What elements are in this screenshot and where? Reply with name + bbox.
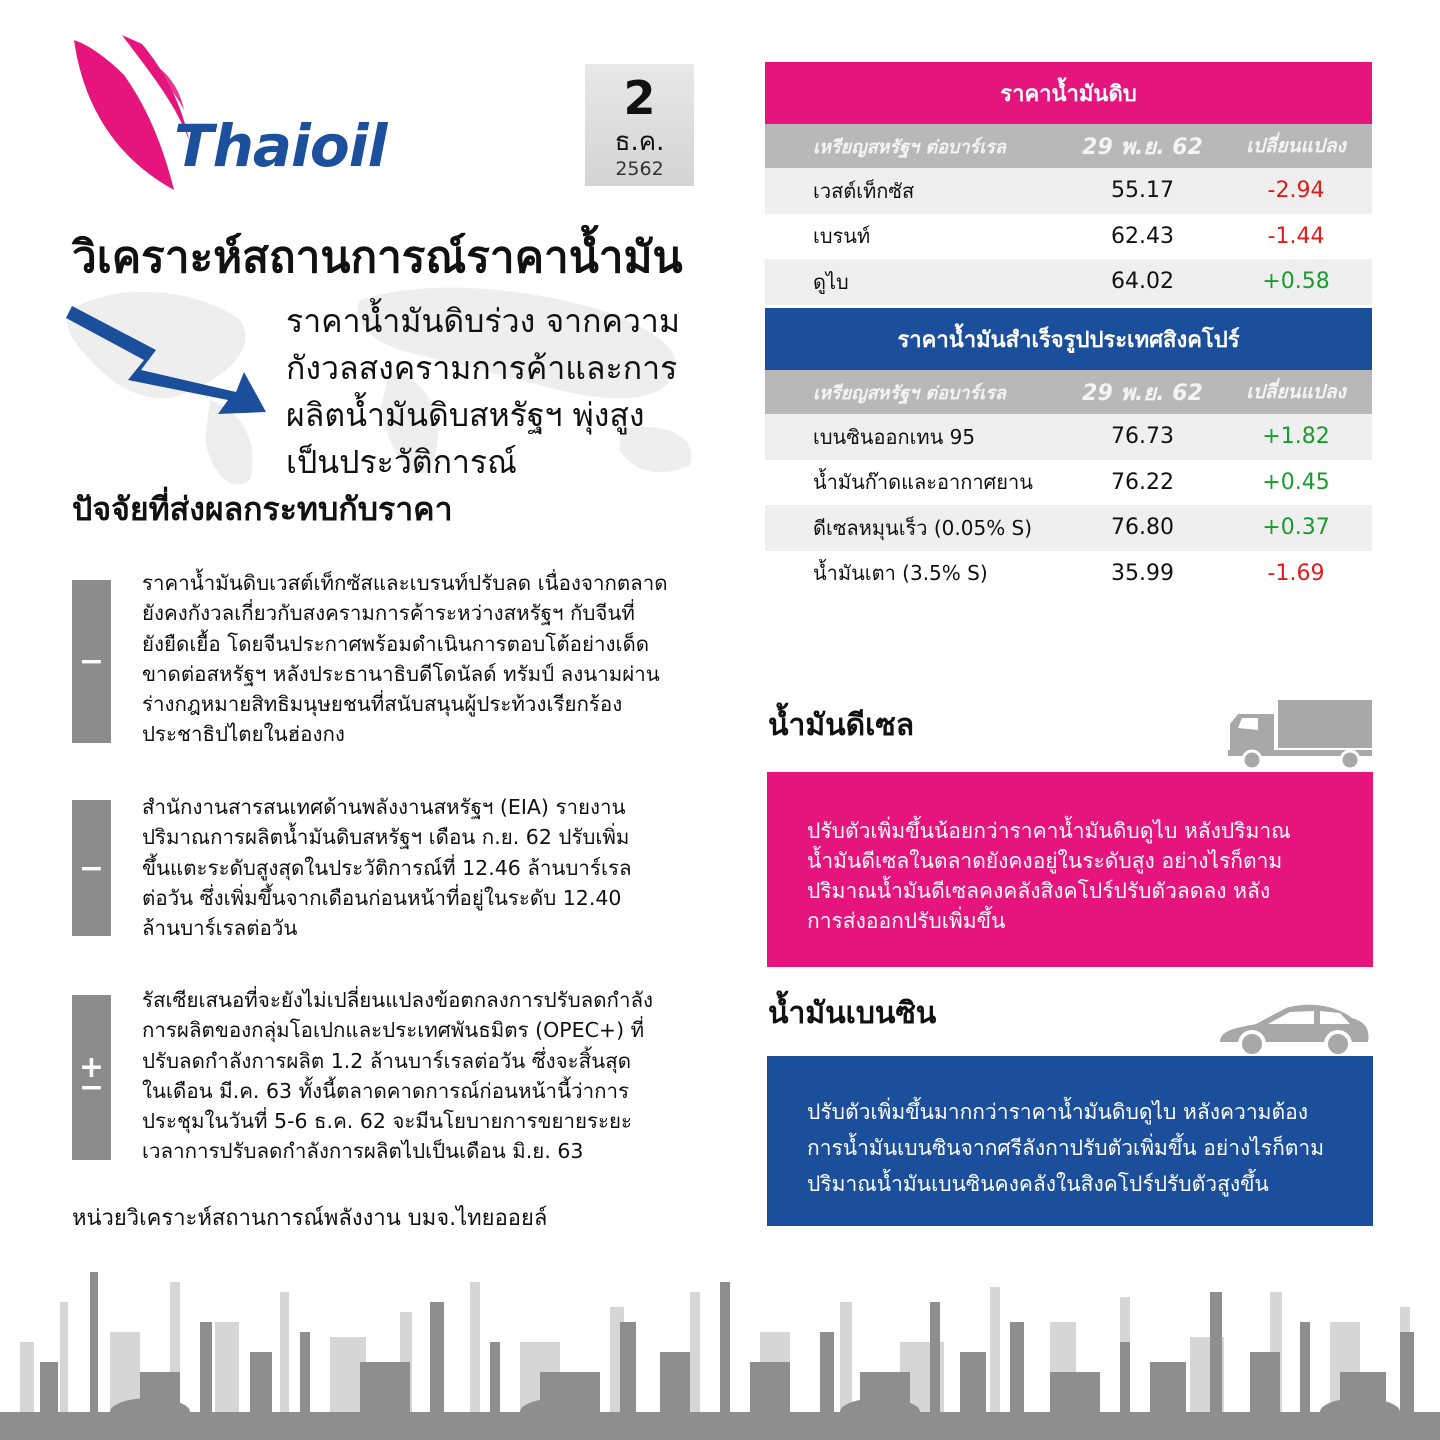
gasoline-line: ปริมาณน้ำมันเบนซินคงคลังในสิงคโปร์ปรับตัวสูงขึ้น: [807, 1172, 1269, 1196]
factor-negative-badge: [72, 800, 111, 936]
row-name: ดูไบ: [813, 269, 849, 294]
diesel-line: ปริมาณน้ำมันดีเซลคงคลังสิงคโปร์ปรับตัวลดลง หลัง: [807, 879, 1271, 903]
table-header: [765, 370, 1372, 414]
headline-line: เป็นประวัติการณ์: [286, 443, 517, 481]
row-price: 62.43: [1111, 223, 1174, 249]
factor-text: [142, 568, 702, 750]
table-row: [765, 505, 1372, 551]
factor-line: ในเดือน มี.ค. 63 ทั้งนี้ตลาดคาดการณ์ก่อนหน้านี้ว่าการ: [142, 1078, 630, 1103]
factor-line: ปริมาณการผลิตน้ำมันดิบสหรัฐฯ เดือน ก.ย. 62 ปรับเพิ่ม: [142, 825, 630, 850]
crude-price-table: [765, 62, 1372, 305]
header-change: เปลี่ยนแปลง: [1246, 135, 1346, 157]
row-price: 76.73: [1111, 424, 1174, 450]
factor-line: ล้านบาร์เรลต่อวัน: [142, 916, 298, 941]
logo-wordmark: Thaioil: [174, 112, 387, 180]
row-change: -2.94: [1267, 178, 1325, 204]
row-name: เบนซินออกเทน 95: [813, 424, 976, 449]
table-title: ราคาน้ำมันดิบ: [765, 62, 1372, 124]
factor-negative-badge: [72, 580, 111, 743]
headline-line: กังวลสงครามการค้าและการ: [286, 349, 678, 387]
gasoline-line: ปรับตัวเพิ่มขึ้นมากกว่าราคาน้ำมันดิบดูไบ หลังความต้อง: [807, 1100, 1308, 1124]
refinery-skyline-illustration: [0, 1262, 1440, 1440]
row-change: +0.45: [1262, 469, 1330, 495]
factors-heading: ปัจจัยที่ส่งผลกระทบกับราคา: [72, 490, 453, 528]
row-name: เวสต์เท็กซัส: [813, 178, 915, 203]
factor-line: ปรับลดกำลังการผลิต 1.2 ล้านบาร์เรลต่อวัน ซึ่งจะสิ้นสุด: [142, 1048, 632, 1073]
row-name: เบรนท์: [813, 224, 871, 249]
header-date: 29 พ.ย. 62: [1082, 380, 1203, 406]
table-row: [765, 551, 1372, 597]
table-row: [765, 414, 1372, 460]
row-change: +0.58: [1262, 269, 1330, 295]
factor-line: ยังยืดเยื้อ โดยจีนประกาศพร้อมดำเนินการตอบโต้อย่างเด็ด: [142, 631, 650, 656]
factor-line: เวลาการปรับลดกำลังการผลิตไปเป็นเดือน มิ.ย. 63: [142, 1139, 584, 1164]
table-row: [765, 168, 1372, 214]
headline: [286, 298, 706, 486]
row-change: -1.44: [1267, 223, 1325, 249]
header-date: 29 พ.ย. 62: [1082, 134, 1203, 160]
headline-line: ผลิตน้ำมันดิบสหรัฐฯ พุ่งสูง: [286, 396, 645, 434]
date-month: ธ.ค.: [614, 127, 665, 157]
diesel-line: ปรับตัวเพิ่มขึ้นน้อยกว่าราคาน้ำมันดิบดูไบ หลังปริมาณ: [807, 819, 1291, 843]
factor-line: รัสเซียเสนอที่จะยังไม่เปลี่ยนแปลงข้อตกลงการปรับลดกำลัง: [142, 988, 654, 1012]
factor-line: การผลิตของกลุ่มโอเปกและประเทศพันธมิตร (OPEC+) ที่: [142, 1018, 645, 1043]
factor-line: สำนักงานสารสนเทศด้านพลังงานสหรัฐฯ (EIA) รายงาน: [142, 795, 626, 819]
trend-down-icon: [66, 300, 266, 415]
table-row: [765, 214, 1372, 260]
minus-icon: −: [78, 850, 105, 886]
gasoline-line: การน้ำมันเบนซินจากศรีลังกาปรับตัวเพิ่มขึ้น อย่างไรก็ตาม: [807, 1136, 1325, 1160]
truck-icon: [1228, 700, 1372, 770]
row-price: 55.17: [1111, 178, 1174, 204]
diesel-line: น้ำมันดีเซลในตลาดยังคงอยู่ในระดับสูง อย่างไรก็ตาม: [807, 849, 1283, 873]
factor-mixed-badge: [72, 995, 111, 1160]
factor-line: ประชุมในวันที่ 5-6 ธ.ค. 62 จะมีนโยบายการขยายระยะ: [142, 1109, 633, 1134]
row-change: +1.82: [1262, 424, 1330, 450]
factor-line: ประชาธิปไตยในฮ่องกง: [142, 722, 345, 747]
gasoline-heading: น้ำมันเบนซิน: [768, 996, 937, 1031]
date-badge: [585, 64, 694, 186]
factor-line: ขึ้นแตะระดับสูงสุดในประวัติการณ์ที่ 12.46 ล้านบาร์เรล: [142, 855, 632, 880]
row-price: 35.99: [1111, 560, 1174, 586]
row-change: -1.69: [1267, 560, 1325, 586]
factor-line: ราคาน้ำมันดิบเวสต์เท็กซัสและเบรนท์ปรับลด เนื่องจากตลาด: [142, 571, 668, 595]
table-header: [765, 124, 1372, 168]
table-title: ราคาน้ำมันสำเร็จรูปประเทศสิงคโปร์: [765, 308, 1372, 370]
date-year: 2562: [615, 158, 664, 180]
refined-price-table: [765, 308, 1372, 596]
date-day: 2: [623, 71, 656, 125]
row-name: ดีเซลหมุนเร็ว (0.05% S): [813, 515, 1033, 540]
gasoline-box: [767, 1056, 1373, 1226]
factor-text: [142, 792, 702, 943]
minus-icon: −: [78, 644, 105, 679]
factor-line: ต่อวัน ซึ่งเพิ่มขึ้นจากเดือนก่อนหน้าที่อยู่ในระดับ 12.40: [142, 885, 622, 910]
diesel-box: [767, 772, 1373, 967]
row-name: น้ำมันเตา (3.5% S): [813, 561, 988, 586]
row-change: +0.37: [1262, 515, 1330, 541]
factor-line: ขาดต่อสหรัฐฯ หลังประธานาธิบดีโดนัลด์ ทรัมป์ ลงนามผ่าน: [142, 661, 660, 686]
headline-line: ราคาน้ำมันดิบร่วง จากความ: [286, 302, 680, 340]
factor-line: ร่างกฎหมายสิทธิมนุษยชนที่สนับสนุนผู้ประท้วงเรียกร้อง: [142, 692, 623, 717]
plus-minus-icon: + −: [78, 1049, 105, 1105]
diesel-line: การส่งออกปรับเพิ่มขึ้น: [807, 909, 1006, 933]
row-price: 76.80: [1111, 515, 1174, 541]
factor-text: [142, 985, 702, 1167]
table-row: [765, 460, 1372, 506]
header-unit: เหรียญสหรัฐฯ ต่อบาร์เรล: [813, 382, 1006, 404]
row-price: 76.22: [1111, 469, 1174, 495]
row-name: น้ำมันก๊าดและอากาศยาน: [813, 470, 1033, 495]
page-title: วิเคราะห์สถานการณ์ราคาน้ำมัน: [72, 232, 683, 283]
source-credit: หน่วยวิเคราะห์สถานการณ์พลังงาน บมจ.ไทยออยล์: [72, 1206, 548, 1231]
row-price: 64.02: [1111, 269, 1174, 295]
car-icon: [1216, 1000, 1372, 1060]
factor-line: ยังคงกังวลเกี่ยวกับสงครามการค้าระหว่างสหรัฐฯ กับจีนที่: [142, 601, 635, 626]
diesel-heading: น้ำมันดีเซล: [768, 708, 915, 743]
header-change: เปลี่ยนแปลง: [1246, 381, 1346, 403]
table-row: [765, 259, 1372, 305]
header-unit: เหรียญสหรัฐฯ ต่อบาร์เรล: [813, 136, 1006, 158]
